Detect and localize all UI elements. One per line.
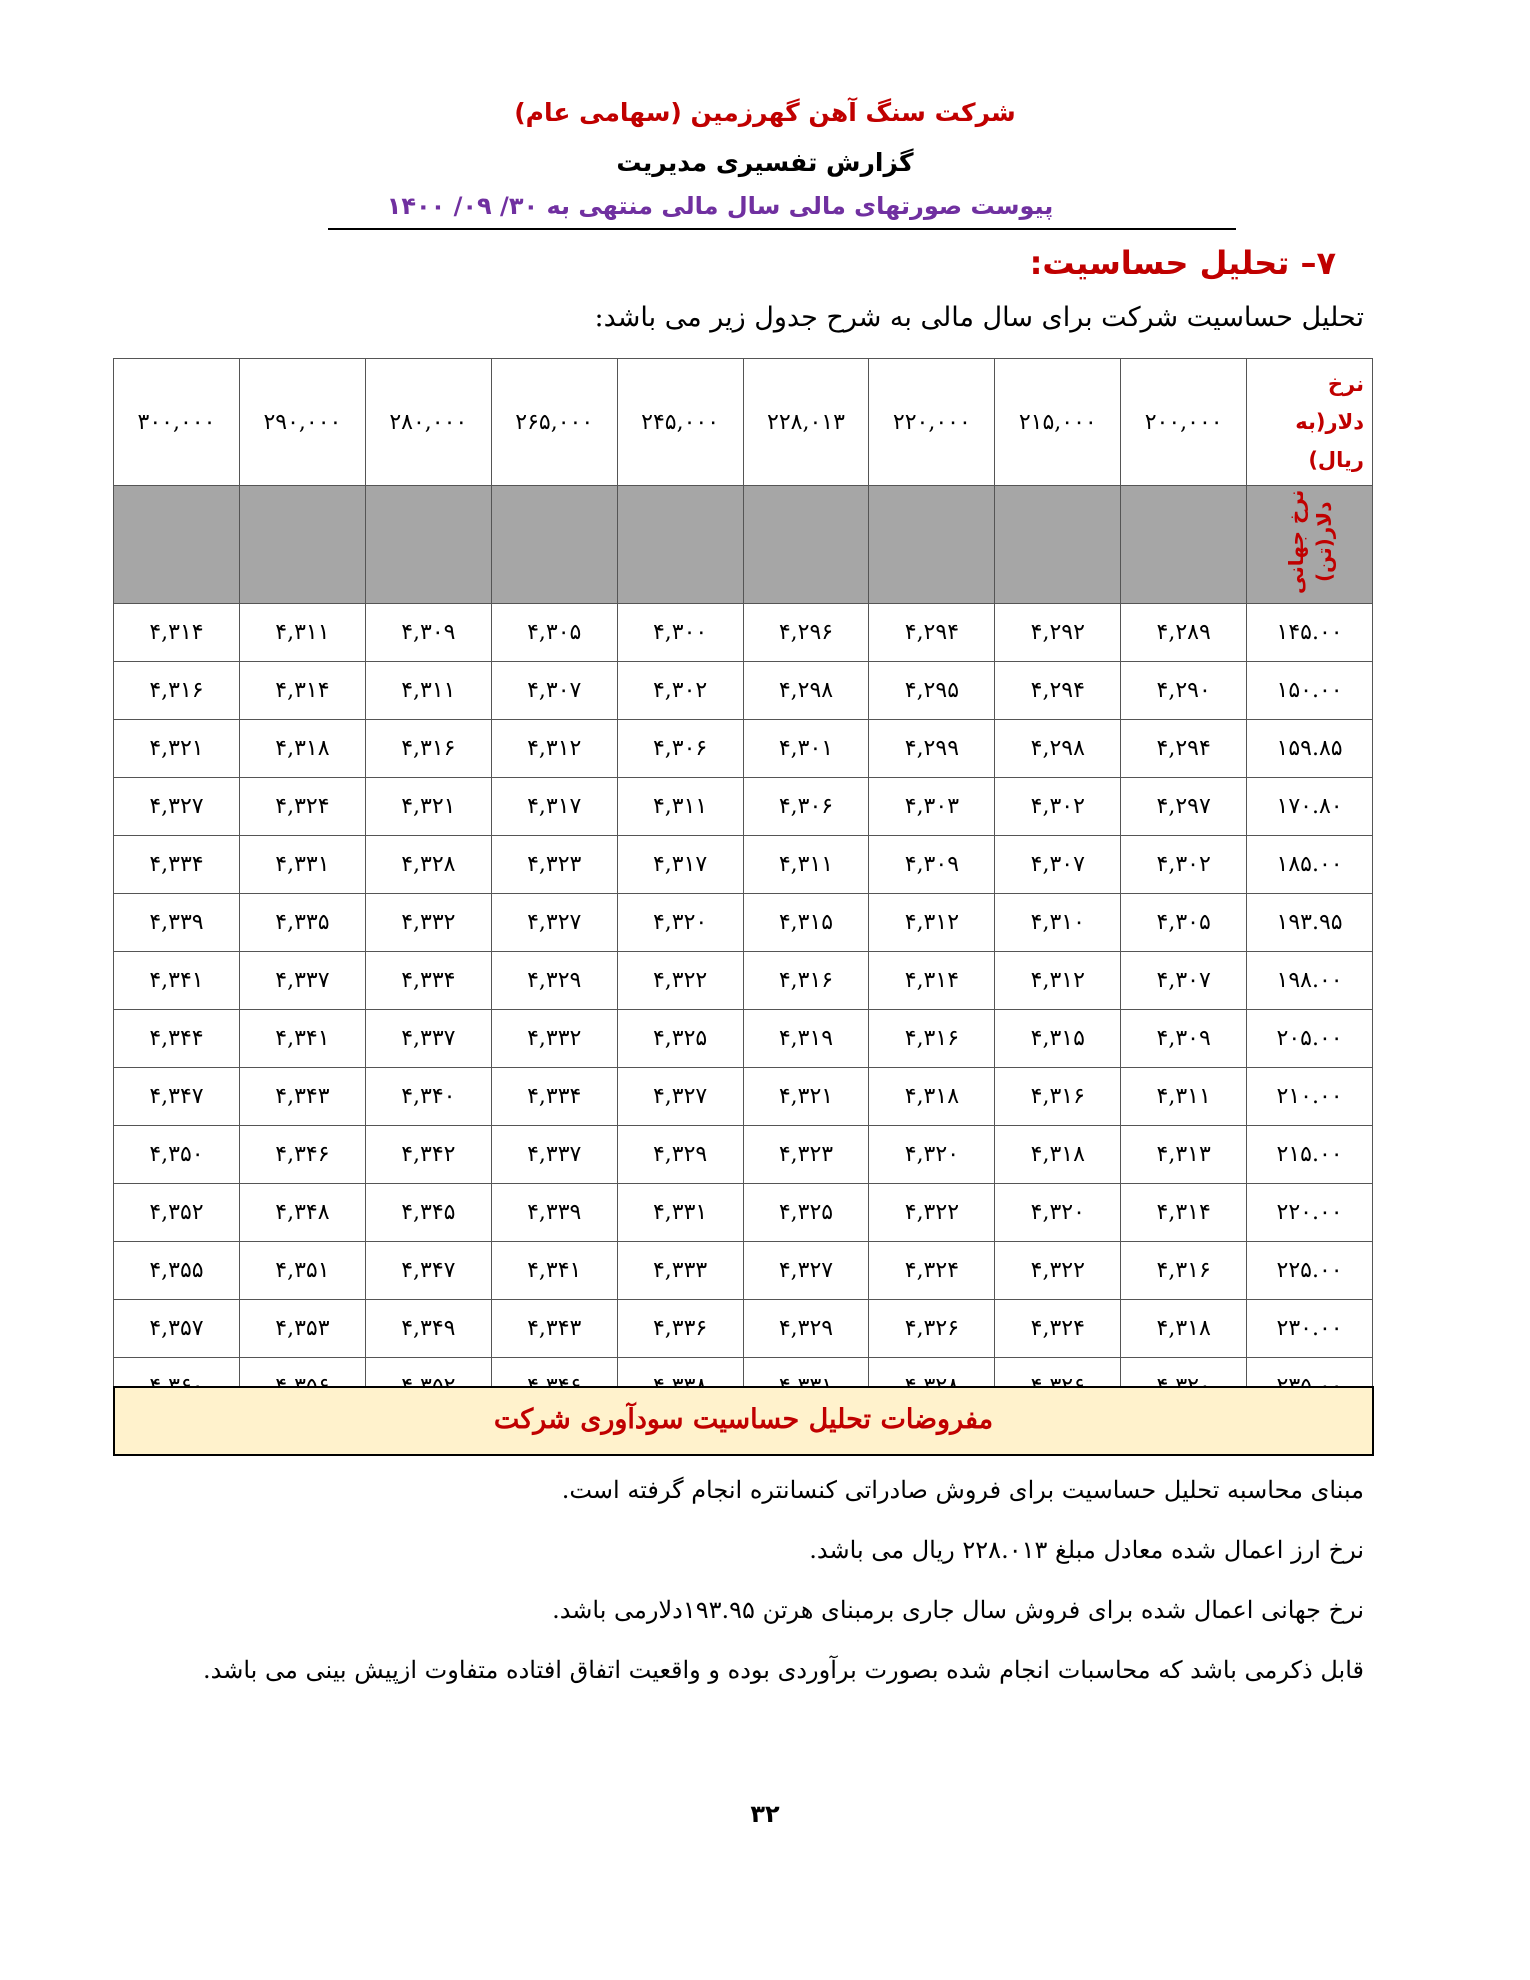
gray-filler-cell	[995, 486, 1121, 604]
profit-cell: ۴,۳۲۲	[995, 1242, 1121, 1300]
profit-cell: ۴,۳۰۱	[743, 720, 869, 778]
profit-cell: ۴,۳۳۳	[617, 1242, 743, 1300]
profit-cell: ۴,۳۴۱	[239, 1010, 365, 1068]
world-price-cell: ۱۵۰.۰۰	[1247, 662, 1373, 720]
profit-cell: ۴,۳۱۱	[365, 662, 491, 720]
profit-cell: ۴,۳۱۶	[743, 952, 869, 1010]
assumption-note: مبنای محاسبه تحلیل حساسیت برای فروش صادراتی کنسانتره انجام گرفته است.	[561, 1476, 1364, 1504]
company-name: شرکت سنگ آهن گهرزمین (سهامی عام)	[514, 98, 1016, 127]
profit-cell: ۴,۳۱۷	[491, 778, 617, 836]
profit-cell: ۴,۳۱۷	[617, 836, 743, 894]
profit-cell: ۴,۳۰۷	[491, 662, 617, 720]
profit-cell: ۴,۳۰۳	[869, 778, 995, 836]
profit-cell: ۴,۳۴۸	[239, 1184, 365, 1242]
profit-cell: ۴,۳۴۱	[491, 1242, 617, 1300]
table-row	[114, 778, 1373, 836]
profit-cell: ۴,۳۰۹	[1121, 1010, 1247, 1068]
profit-cell: ۴,۲۹۶	[743, 604, 869, 662]
profit-cell: ۴,۳۵۷	[114, 1300, 240, 1358]
profit-cell: ۴,۳۱۸	[1121, 1300, 1247, 1358]
profit-cell: ۴,۲۹۰	[1121, 662, 1247, 720]
assumptions-banner: مفروضات تحلیل حساسیت سودآوری شرکت	[113, 1386, 1374, 1456]
section-intro: تحلیل حساسیت شرکت برای سال مالی به شرح جدول زیر می باشد:	[594, 302, 1364, 333]
profit-cell: ۴,۳۲۲	[869, 1184, 995, 1242]
profit-cell: ۴,۳۱۲	[491, 720, 617, 778]
profit-cell: ۴,۳۱۱	[239, 604, 365, 662]
profit-cell: ۴,۳۱۸	[869, 1068, 995, 1126]
gray-filler-cell	[114, 486, 240, 604]
sensitivity-table	[113, 358, 1373, 1416]
profit-cell: ۴,۳۱۵	[995, 1010, 1121, 1068]
profit-cell: ۴,۳۳۹	[114, 894, 240, 952]
profit-cell: ۴,۳۲۵	[743, 1184, 869, 1242]
profit-cell: ۴,۳۲۹	[491, 952, 617, 1010]
gray-filler-cell	[365, 486, 491, 604]
profit-cell: ۴,۳۴۱	[114, 952, 240, 1010]
table-row	[114, 1184, 1373, 1242]
profit-cell: ۴,۳۴۵	[365, 1184, 491, 1242]
report-title: گزارش تفسیری مدیریت	[616, 148, 914, 177]
profit-cell: ۴,۳۱۲	[995, 952, 1121, 1010]
profit-cell: ۴,۳۴۷	[365, 1242, 491, 1300]
world-price-cell: ۱۵۹.۸۵	[1247, 720, 1373, 778]
profit-cell: ۴,۳۲۷	[114, 778, 240, 836]
profit-cell: ۴,۳۵۲	[114, 1184, 240, 1242]
profit-cell: ۴,۳۲۸	[365, 836, 491, 894]
profit-cell: ۴,۳۳۴	[365, 952, 491, 1010]
profit-cell: ۴,۳۴۴	[114, 1010, 240, 1068]
world-price-header-text: نرخ جهانی دلار(تن)	[1283, 489, 1336, 595]
profit-cell: ۴,۳۱۶	[869, 1010, 995, 1068]
profit-cell: ۴,۳۲۴	[239, 778, 365, 836]
world-price-header	[1247, 486, 1373, 604]
profit-cell: ۴,۲۹۸	[995, 720, 1121, 778]
profit-cell: ۴,۳۵۰	[114, 1126, 240, 1184]
profit-cell: ۴,۳۱۲	[869, 894, 995, 952]
profit-cell: ۴,۳۲۹	[743, 1300, 869, 1358]
profit-cell: ۴,۳۱۴	[114, 604, 240, 662]
world-price-cell: ۱۹۳.۹۵	[1247, 894, 1373, 952]
profit-cell: ۴,۳۲۴	[869, 1242, 995, 1300]
profit-cell: ۴,۳۳۷	[365, 1010, 491, 1068]
profit-cell: ۴,۲۹۴	[869, 604, 995, 662]
table-row	[114, 1242, 1373, 1300]
profit-cell: ۴,۳۰۹	[365, 604, 491, 662]
profit-cell: ۴,۳۱۶	[114, 662, 240, 720]
world-price-cell: ۲۲۰.۰۰	[1247, 1184, 1373, 1242]
dollar-rate-cell: ۳۰۰,۰۰۰	[114, 359, 240, 486]
profit-cell: ۴,۳۰۲	[617, 662, 743, 720]
profit-cell: ۴,۳۱۳	[1121, 1126, 1247, 1184]
profit-cell: ۴,۳۱۹	[743, 1010, 869, 1068]
dollar-rate-cell: ۲۶۵,۰۰۰	[491, 359, 617, 486]
profit-cell: ۴,۳۱۱	[1121, 1068, 1247, 1126]
header-rule	[328, 228, 1236, 230]
profit-cell: ۴,۳۲۷	[743, 1242, 869, 1300]
table-row	[114, 604, 1373, 662]
profit-cell: ۴,۳۴۲	[365, 1126, 491, 1184]
world-price-cell: ۱۹۸.۰۰	[1247, 952, 1373, 1010]
profit-cell: ۴,۳۳۵	[239, 894, 365, 952]
table-row	[114, 894, 1373, 952]
profit-cell: ۴,۳۳۲	[491, 1010, 617, 1068]
world-price-cell: ۱۸۵.۰۰	[1247, 836, 1373, 894]
profit-cell: ۴,۳۲۶	[869, 1300, 995, 1358]
gray-filler-cell	[491, 486, 617, 604]
section-title: ۷– تحلیل حساسیت:	[1029, 244, 1336, 282]
profit-cell: ۴,۳۲۱	[743, 1068, 869, 1126]
profit-cell: ۴,۳۲۷	[617, 1068, 743, 1126]
table-row	[114, 1300, 1373, 1358]
page-number: ۳۲	[750, 1800, 780, 1828]
profit-cell: ۴,۲۹۵	[869, 662, 995, 720]
table-row	[114, 952, 1373, 1010]
profit-cell: ۴,۳۰۷	[1121, 952, 1247, 1010]
profit-cell: ۴,۳۳۲	[365, 894, 491, 952]
profit-cell: ۴,۳۲۱	[114, 720, 240, 778]
profit-cell: ۴,۳۰۵	[491, 604, 617, 662]
profit-cell: ۴,۳۵۳	[239, 1300, 365, 1358]
profit-cell: ۴,۳۴۹	[365, 1300, 491, 1358]
profit-cell: ۴,۳۲۰	[995, 1184, 1121, 1242]
gray-filler-cell	[869, 486, 995, 604]
profit-cell: ۴,۳۱۴	[1121, 1184, 1247, 1242]
table-row	[114, 1126, 1373, 1184]
profit-cell: ۴,۳۵۱	[239, 1242, 365, 1300]
profit-cell: ۴,۳۰۲	[995, 778, 1121, 836]
profit-cell: ۴,۳۴۰	[365, 1068, 491, 1126]
appendix-title: پیوست صورتهای مالی سال مالی منتهی به ۳۰/ ۰۹/ ۱۴۰۰	[386, 192, 1054, 220]
profit-cell: ۴,۳۳۷	[239, 952, 365, 1010]
world-price-cell: ۲۱۵.۰۰	[1247, 1126, 1373, 1184]
world-price-cell: ۲۰۵.۰۰	[1247, 1010, 1373, 1068]
world-price-cell: ۱۷۰.۸۰	[1247, 778, 1373, 836]
assumption-note: نرخ ارز اعمال شده معادل مبلغ ۲۲۸.۰۱۳ ریال می باشد.	[809, 1536, 1364, 1564]
profit-cell: ۴,۳۰۶	[617, 720, 743, 778]
table-row	[114, 836, 1373, 894]
gray-filler-cell	[1121, 486, 1247, 604]
profit-cell: ۴,۳۳۱	[239, 836, 365, 894]
profit-cell: ۴,۳۱۴	[239, 662, 365, 720]
dollar-rate-cell: ۲۰۰,۰۰۰	[1121, 359, 1247, 486]
profit-cell: ۴,۳۲۳	[491, 836, 617, 894]
profit-cell: ۴,۳۲۴	[995, 1300, 1121, 1358]
dollar-rate-header: نرخ دلار(به ریال)	[1247, 359, 1373, 486]
table-row	[114, 662, 1373, 720]
profit-cell: ۴,۳۴۷	[114, 1068, 240, 1126]
world-price-cell: ۲۳۰.۰۰	[1247, 1300, 1373, 1358]
profit-cell: ۴,۲۹۴	[1121, 720, 1247, 778]
dollar-rate-cell: ۲۴۵,۰۰۰	[617, 359, 743, 486]
profit-cell: ۴,۲۹۸	[743, 662, 869, 720]
profit-cell: ۴,۲۹۴	[995, 662, 1121, 720]
table-row	[114, 1068, 1373, 1126]
profit-cell: ۴,۳۲۹	[617, 1126, 743, 1184]
table-row	[114, 1010, 1373, 1068]
profit-cell: ۴,۳۳۴	[114, 836, 240, 894]
profit-cell: ۴,۳۲۰	[617, 894, 743, 952]
gray-filler-cell	[743, 486, 869, 604]
profit-cell: ۴,۳۲۲	[617, 952, 743, 1010]
profit-cell: ۴,۳۳۹	[491, 1184, 617, 1242]
world-price-cell: ۲۱۰.۰۰	[1247, 1068, 1373, 1126]
profit-cell: ۴,۳۰۵	[1121, 894, 1247, 952]
dollar-rate-cell: ۲۲۰,۰۰۰	[869, 359, 995, 486]
assumption-note: نرخ جهانی اعمال شده برای فروش سال جاری برمبنای هرتن ۱۹۳.۹۵دلارمی باشد.	[552, 1596, 1364, 1624]
profit-cell: ۴,۲۹۲	[995, 604, 1121, 662]
profit-cell: ۴,۲۹۷	[1121, 778, 1247, 836]
profit-cell: ۴,۳۲۷	[491, 894, 617, 952]
profit-cell: ۴,۳۱۶	[995, 1068, 1121, 1126]
profit-cell: ۴,۳۰۹	[869, 836, 995, 894]
profit-cell: ۴,۲۸۹	[1121, 604, 1247, 662]
table-row	[114, 720, 1373, 778]
profit-cell: ۴,۳۰۶	[743, 778, 869, 836]
profit-cell: ۴,۳۴۳	[239, 1068, 365, 1126]
assumption-note: قابل ذکرمی باشد که محاسبات انجام شده بصورت برآوردی بوده و واقعیت اتفاق افتاده متفاوت ازپیش بینی می باشد.	[203, 1656, 1364, 1684]
profit-cell: ۴,۳۱۱	[743, 836, 869, 894]
profit-cell: ۴,۳۳۶	[617, 1300, 743, 1358]
profit-cell: ۴,۳۱۶	[1121, 1242, 1247, 1300]
profit-cell: ۴,۲۹۹	[869, 720, 995, 778]
profit-cell: ۴,۳۰۰	[617, 604, 743, 662]
profit-cell: ۴,۳۵۵	[114, 1242, 240, 1300]
world-price-cell: ۱۴۵.۰۰	[1247, 604, 1373, 662]
profit-cell: ۴,۳۱۰	[995, 894, 1121, 952]
profit-cell: ۴,۳۱۴	[869, 952, 995, 1010]
profit-cell: ۴,۳۳۷	[491, 1126, 617, 1184]
profit-cell: ۴,۳۱۶	[365, 720, 491, 778]
dollar-rate-row	[114, 359, 1373, 486]
gray-filler-cell	[617, 486, 743, 604]
profit-cell: ۴,۳۱۱	[617, 778, 743, 836]
dollar-rate-cell: ۲۸۰,۰۰۰	[365, 359, 491, 486]
profit-cell: ۴,۳۴۳	[491, 1300, 617, 1358]
profit-cell: ۴,۳۲۵	[617, 1010, 743, 1068]
profit-cell: ۴,۳۲۰	[869, 1126, 995, 1184]
profit-cell: ۴,۳۲۳	[743, 1126, 869, 1184]
dollar-rate-cell: ۲۱۵,۰۰۰	[995, 359, 1121, 486]
profit-cell: ۴,۳۳۴	[491, 1068, 617, 1126]
gray-filler-cell	[239, 486, 365, 604]
profit-cell: ۴,۳۱۸	[239, 720, 365, 778]
profit-cell: ۴,۳۱۸	[995, 1126, 1121, 1184]
world-price-cell: ۲۲۵.۰۰	[1247, 1242, 1373, 1300]
profit-cell: ۴,۳۳۱	[617, 1184, 743, 1242]
profit-cell: ۴,۳۰۲	[1121, 836, 1247, 894]
world-price-header-row	[114, 486, 1373, 604]
profit-cell: ۴,۳۴۶	[239, 1126, 365, 1184]
profit-cell: ۴,۳۰۷	[995, 836, 1121, 894]
profit-cell: ۴,۳۱۵	[743, 894, 869, 952]
dollar-rate-cell: ۲۲۸,۰۱۳	[743, 359, 869, 486]
profit-cell: ۴,۳۲۱	[365, 778, 491, 836]
dollar-rate-cell: ۲۹۰,۰۰۰	[239, 359, 365, 486]
